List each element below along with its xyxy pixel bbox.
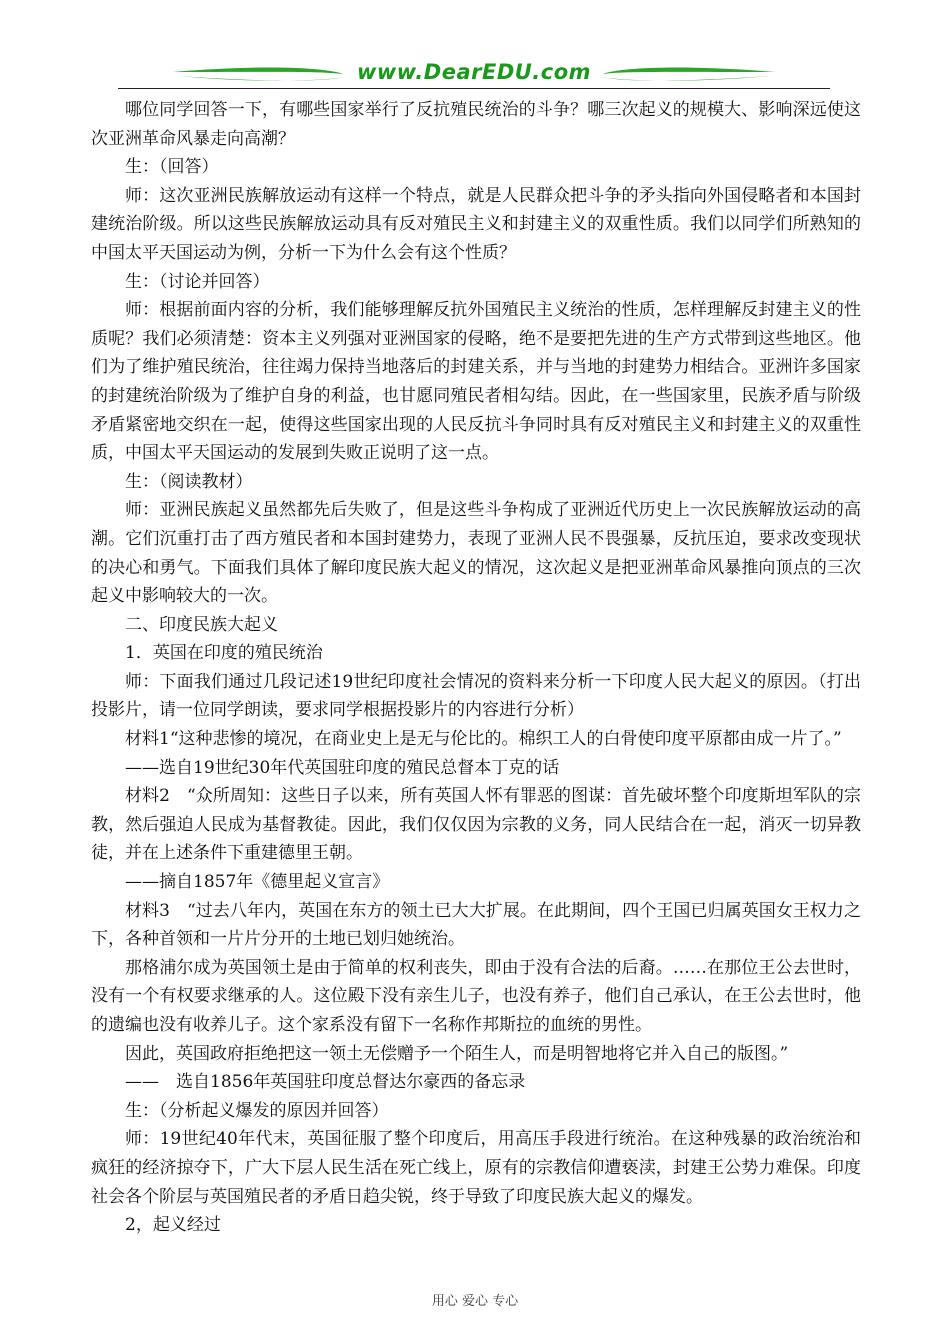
section-heading: 二、印度民族大起义 xyxy=(125,614,278,635)
paragraph: 哪位同学回答一下，有哪些国家举行了反抗殖民统治的斗争？哪三次起义的规模大、影响深远使这次亚洲革命风暴走向高潮？ xyxy=(91,100,861,149)
header-divider xyxy=(118,88,830,89)
paragraph: 师：根据前面内容的分析，我们能够理解反抗外国殖民主义统治的性质，怎样理解反封建主义的性质呢？我们必须清楚：资本主义列强对亚洲国家的侵略，绝不是要把先进的生产方式带到这些地区。他们为了维护殖民统治，往往竭力保持当地落后的封建关系，并与当地的封建势力相结合。亚洲许多国家的封建统治阶级为了维护自身的利益，也甘愿同殖民者相勾结。因此，在一些国家里，民族矛盾与阶级矛盾紧密地交织在一起，使得这些国家出现的人民反抗斗争同时具有反对殖民主义和封建主义的双重性质，中国太平天国运动的发展到失败正说明了这一点。 xyxy=(91,300,861,464)
source-material: 材料1“这种悲惨的境况，在商业史上是无与伦比的。棉织工人的白骨使印度平原都由成一片了。” xyxy=(125,729,842,750)
source-attribution: ——摘自1857年《德里起义宣言》 xyxy=(125,872,390,893)
source-material: 因此，英国政府拒绝把这一领土无偿赠予一个陌生人，而是明智地将它并入自己的版图。” xyxy=(125,1043,789,1064)
site-header-banner xyxy=(118,58,830,92)
paragraph: 师：19世纪40年代末，英国征服了整个印度后，用高压手段进行统治。在这种残暴的政治统治和疯狂的经济掠夺下，广大下层人民生活在死亡线上，原有的宗教信仰遭亵渎，封建王公势力难保。印度社会各个阶层与英国殖民者的矛盾日趋尖锐，终于导致了印度民族大起义的爆发。 xyxy=(91,1129,861,1207)
site-url: www.DearEDU.com xyxy=(356,60,592,84)
source-attribution: ——选自19世纪30年代英国驻印度的殖民总督本丁克的话 xyxy=(125,757,560,778)
source-attribution: —— 选自1856年英国驻印度总督达尔豪西的备忘录 xyxy=(125,1072,526,1093)
paragraph: 生：（阅读教材） xyxy=(125,471,253,492)
paragraph: 生：（分析起义爆发的原因并回答） xyxy=(125,1100,389,1121)
source-material: 那格浦尔成为英国领土是由于简单的权利丧失，即由于没有合法的后裔。……在那位王公去世时，没有一个有权要求继承的人。这位殿下没有亲生儿子，也没有养子，他们自己承认，在王公去世时，他的遗编也没有收养儿子。这个家系没有留下一名称作邦斯拉的血统的男性。 xyxy=(91,957,861,1035)
paragraph: 生：（回答） xyxy=(125,157,219,178)
source-material: 材料3 “过去八年内，英国在东方的领土已大大扩展。在此期间，四个王国已归属英国女王权力之下，各种首领和一片片分开的土地已划归她统治。 xyxy=(91,900,861,950)
page-footer: 用心 爱心 专心 xyxy=(431,1294,519,1309)
subsection-heading: 2，起义经过 xyxy=(125,1215,221,1236)
paragraph: 师：下面我们通过几段记述19世纪印度社会情况的资料来分析一下印度人民大起义的原因。（打出投影片，请一位同学朗读，要求同学根据投影片的内容进行分析） xyxy=(91,671,861,721)
paragraph: 生：（讨论并回答） xyxy=(125,271,270,292)
paragraph: 师：亚洲民族起义虽然都先后失败了，但是这些斗争构成了亚洲近代历史上一次民族解放运动的高潮。它们沉重打击了西方殖民者和本国封建势力，表现了亚洲人民不畏强暴，反抗压迫，要求改变现状的决心和勇气。下面我们具体了解印度民族大起义的情况，这次起义是把亚洲革命风暴推向顶点的三次起义中影响较大的一次。 xyxy=(91,500,861,607)
source-material: 材料2 “众所周知：这些日子以来，所有英国人怀有罪恶的图谋：首先破坏整个印度斯坦军队的宗教，然后强迫人民成为基督教徒。因此，我们仅仅因为宗教的义务，同人民结合在一起，消灭一切异教徒，并在上述条件下重建德里王朝。 xyxy=(91,786,861,864)
document-body xyxy=(91,96,861,1240)
subsection-heading: 1．英国在印度的殖民统治 xyxy=(125,643,323,664)
paragraph: 师：这次亚洲民族解放运动有这样一个特点，就是人民群众把斗争的矛头指向外国侵略者和本国封建统治阶级。所以这些民族解放运动具有反对殖民主义和封建主义的双重性质。我们以同学们所熟知的中国太平天国运动为例，分析一下为什么会有这个性质？ xyxy=(91,185,861,263)
